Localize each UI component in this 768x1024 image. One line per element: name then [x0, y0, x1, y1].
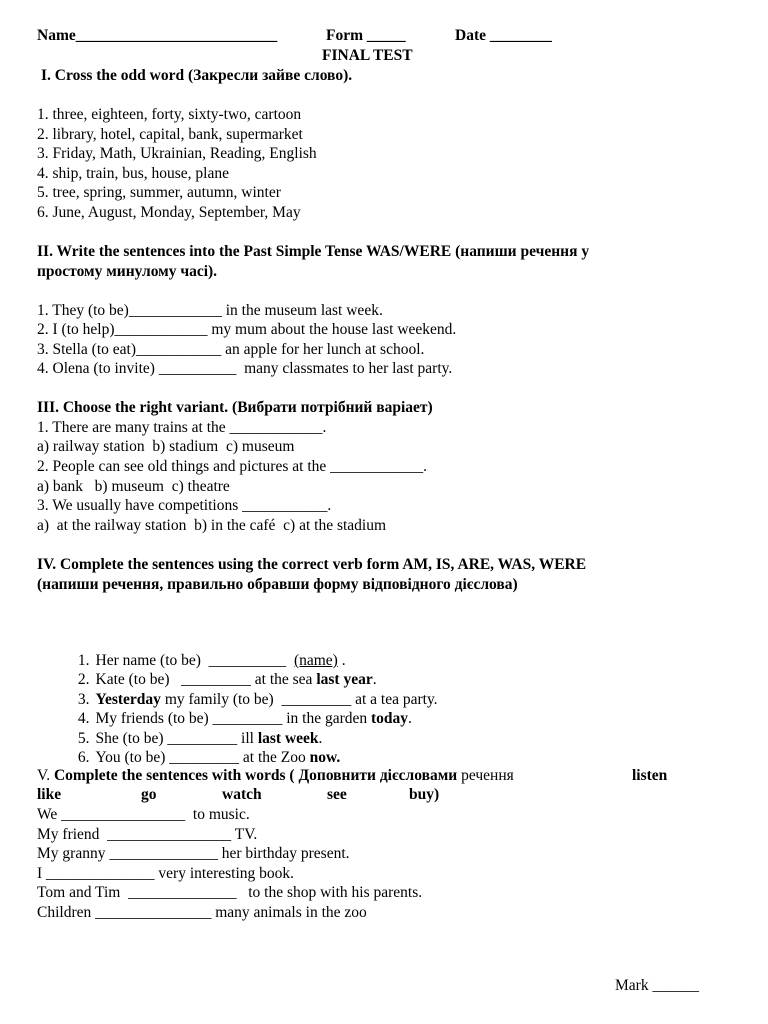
item-number: 2.: [77, 671, 90, 688]
section3-line: a) bank b) museum c) theatre: [37, 478, 230, 495]
item-number: 1.: [77, 652, 90, 669]
item-text: Kate (to be) _________ at the sea: [95, 671, 317, 688]
item-text: Her name (to be) __________: [95, 652, 294, 669]
section5-item: My friend ________________ TV.: [37, 826, 258, 843]
item-text: .: [337, 652, 346, 669]
item-number: 3.: [77, 691, 90, 708]
word-bank-word: go: [141, 786, 157, 803]
item-text: my family (to be) _________ at a tea party.: [160, 691, 438, 708]
section2-item: 1. They (to be)____________ in the museum last week.: [37, 302, 383, 319]
section2-item: 2. I (to help)____________ my mum about the house last weekend.: [37, 321, 457, 338]
item-bold-text: last week: [257, 730, 319, 747]
section5-item: I ______________ very interesting book.: [37, 865, 295, 882]
item-number: 4.: [77, 710, 90, 727]
section3-line: a) railway station b) stadium c) museum: [37, 438, 295, 455]
section3-line: 3. We usually have competitions ___________.: [37, 497, 332, 514]
item-text: .: [372, 671, 377, 688]
section1-item: 3. Friday, Math, Ukrainian, Reading, English: [37, 145, 317, 162]
section5-heading: [37, 766, 514, 785]
section2-heading-line2: простому минулому часі).: [37, 263, 218, 280]
section3-line: 1. There are many trains at the ____________.: [37, 419, 327, 436]
section5-item: Children _______________ many animals in the zoo: [37, 904, 367, 921]
date-field[interactable]: Date ________: [455, 27, 552, 44]
section4-heading-line2: (напиши речення, правильно обравши форму відповідного дієслова): [37, 576, 518, 593]
item-text: She (to be) _________ ill: [95, 730, 258, 747]
section5-heading-bold: Complete the sentences with words ( Доповнити дієсловами: [53, 767, 458, 784]
item-text: You (to be) _________ at the Zoo: [95, 749, 310, 766]
page-title: FINAL TEST: [322, 47, 413, 64]
section2-heading-line1: II. Write the sentences into the Past Simple Tense WAS/WERE (напиши речення у: [37, 243, 590, 260]
section1-item: 4. ship, train, bus, house, plane: [37, 165, 230, 182]
item-bold-text: last year: [316, 671, 373, 688]
section1-item: 6. June, August, Monday, September, May: [37, 204, 301, 221]
item-number: 5.: [77, 730, 90, 747]
item-text: My friends (to be) _________ in the garden: [95, 710, 371, 727]
section5-heading-normal: речення: [457, 767, 514, 784]
section3-heading: III. Choose the right variant. (Вибрати потрібний варіает): [37, 399, 433, 416]
name-field[interactable]: Name__________________________: [37, 27, 278, 44]
section1-item: 2. library, hotel, capital, bank, supermarket: [37, 126, 303, 143]
form-field[interactable]: Form _____: [326, 27, 406, 44]
section5-item: Tom and Tim ______________ to the shop with his parents.: [37, 884, 423, 901]
section1-heading: I. Cross the odd word (Закресли зайве слово).: [41, 67, 353, 84]
word-bank-word: like: [37, 786, 62, 803]
section2-item: 3. Stella (to eat)___________ an apple for her lunch at school.: [37, 341, 425, 358]
word-bank-word: watch: [222, 786, 262, 803]
section5-prefix: V.: [37, 767, 54, 784]
item-bold-text: today: [371, 710, 409, 727]
section5-item: We ________________ to music.: [37, 806, 250, 823]
section3-line: 2. People can see old things and pictures at the ____________.: [37, 458, 428, 475]
item-bold-text: now.: [309, 749, 341, 766]
item-number: 6.: [77, 749, 90, 766]
section1-item: 5. tree, spring, summer, autumn, winter: [37, 184, 281, 201]
item-bold-text: Yesterday: [95, 691, 161, 708]
mark-field[interactable]: Mark ______: [615, 977, 699, 994]
item-text: .: [408, 710, 412, 727]
section5-item: My granny ______________ her birthday present.: [37, 845, 350, 862]
word-bank-word: buy): [409, 786, 440, 803]
section1-item: 1. three, eighteen, forty, sixty-two, cartoon: [37, 106, 302, 123]
word-bank-word: see: [327, 786, 347, 803]
item-underlined-text: (name): [293, 652, 338, 669]
section4-heading-line1: IV. Complete the sentences using the correct verb form AM, IS, ARE, WAS, WERE: [37, 556, 587, 573]
section3-line: a) at the railway station b) in the café c) at the stadium: [37, 517, 387, 534]
section2-item: 4. Olena (to invite) __________ many classmates to her last party.: [37, 360, 453, 377]
word-bank-word: listen: [632, 767, 668, 784]
item-text: .: [318, 730, 323, 747]
